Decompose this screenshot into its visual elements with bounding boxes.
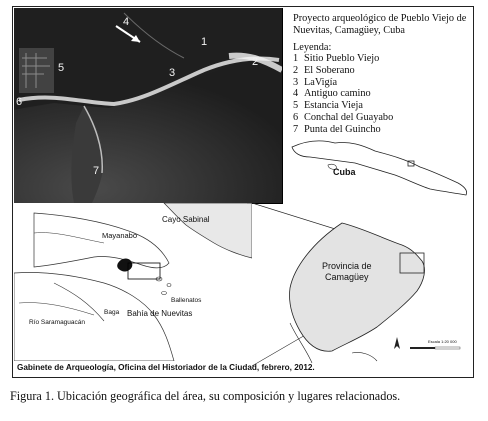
label-cayo-sabinal: Cayo Sabinal: [162, 215, 210, 224]
legend-item: 1 Sitio Pueblo Viejo: [293, 53, 380, 64]
bay-map: [14, 203, 252, 361]
scale-text: Escala 1:20 000: [428, 339, 457, 344]
label-bahia: Bahía de Nuevitas: [127, 309, 193, 318]
aerial-label-1: 1: [201, 36, 208, 48]
aerial-photo: [14, 8, 283, 204]
legend-item: 7 Punta del Guincho: [293, 123, 381, 135]
bay-map-shapes: [14, 203, 252, 361]
legend-list: [293, 53, 393, 136]
legend-item: 5 Estancia Vieja: [293, 100, 363, 112]
label-mayanabo: Mayanabo: [102, 231, 138, 240]
legend-heading: Leyenda:: [293, 42, 332, 53]
map-credit: Gabinete de Arqueología, Oficina del Historiador de la Ciudad, febrero, 2012.: [17, 363, 315, 372]
aerial-label-4: 4: [123, 16, 130, 28]
cuba-label: Cuba: [333, 167, 356, 177]
aerial-label-7: 7: [93, 165, 100, 177]
province-label-line2: Camagüey: [325, 272, 369, 282]
aerial-terrain: [14, 8, 282, 203]
label-rio: Río Saramaguacán: [29, 319, 86, 326]
aerial-label-5: 5: [58, 62, 65, 74]
label-baga: Baga: [104, 309, 120, 316]
aerial-label-3: 3: [169, 67, 176, 79]
legend-item: 4 Antiguo camino: [293, 88, 371, 100]
legend-item: 3 LaVigía: [293, 76, 338, 88]
province-label: [322, 261, 372, 283]
cuba-outline-map: [290, 135, 470, 200]
aerial-label-6: 6: [16, 96, 23, 108]
label-ballenatos: Ballenatos: [171, 297, 202, 304]
aerial-label-2: 2: [252, 56, 259, 68]
legend-item: 6 Conchal del Guayabo: [293, 111, 394, 123]
figure-caption: Figura 1. Ubicación geográfica del área, su composición y lugares relacionados.: [10, 389, 401, 403]
legend-title: Proyecto arqueológico de Pueblo Viejo de Nuevitas, Camagüey, Cuba: [293, 13, 467, 36]
province-label-line1: Provincia de: [322, 261, 372, 271]
legend-item: 2 El Soberano: [293, 64, 355, 76]
